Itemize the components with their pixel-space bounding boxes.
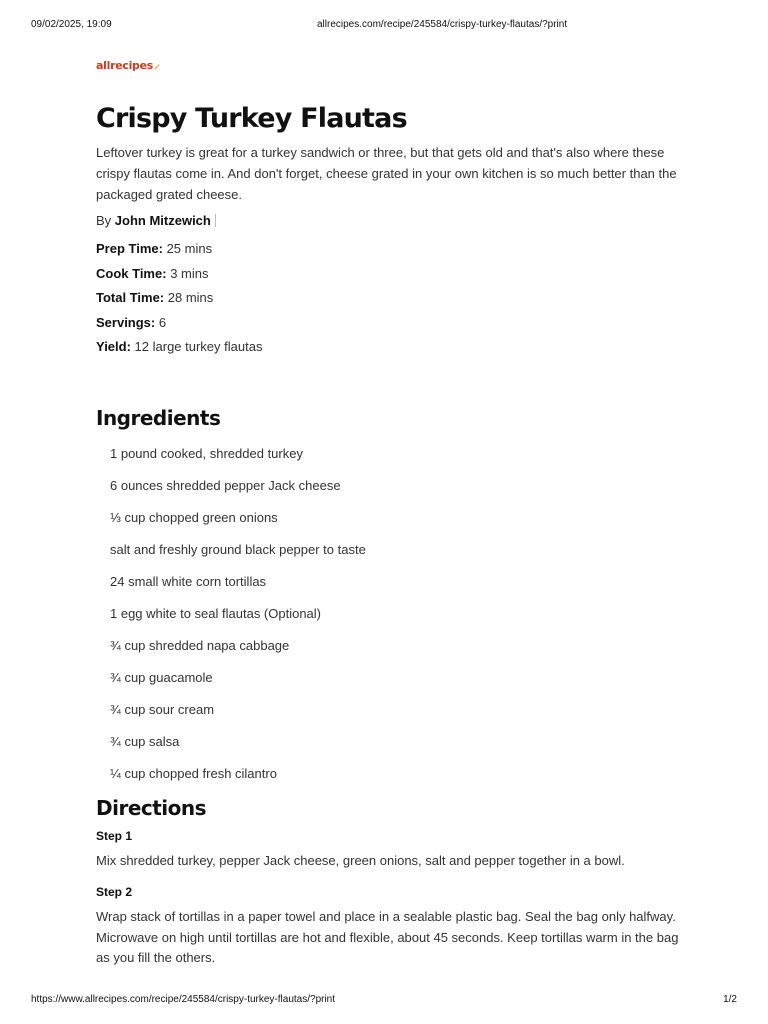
meta-value: 25 mins — [166, 241, 213, 256]
meta-value: 12 large turkey flautas — [134, 339, 263, 354]
meta-label: Prep Time: — [96, 241, 163, 256]
ingredient-item: 6 ounces shredded pepper Jack cheese — [110, 477, 341, 493]
author-name: John Mitzewich — [114, 213, 211, 228]
allrecipes-logo — [96, 59, 160, 72]
meta-label: Cook Time: — [96, 265, 167, 281]
spoon-icon: ⸝ — [154, 57, 160, 71]
footer-url: https://www.allrecipes.com/recipe/245584/crispy-turkey-flautas/?print — [31, 994, 336, 1005]
ingredient-item: 1 egg white to seal flautas (Optional) — [110, 605, 322, 621]
step-label: Step 2 — [96, 885, 133, 900]
ingredient-item: ¼ cup chopped fresh cilantro — [110, 766, 277, 782]
author-line — [96, 211, 686, 231]
ingredient-item: ¾ cup sour cream — [110, 702, 215, 718]
page-number: 1/2 — [723, 994, 737, 1005]
meta-cook-time — [96, 262, 686, 287]
recipe-title: Crispy Turkey Flautas — [96, 103, 407, 134]
meta-label: Total Time: — [96, 290, 165, 305]
ingredient-item: ¾ cup guacamole — [110, 670, 213, 686]
ingredient-item: 24 small white corn tortillas — [110, 573, 267, 589]
meta-label: Yield: — [96, 339, 131, 354]
ingredients-heading: Ingredients — [96, 405, 221, 430]
step-label: Step 1 — [96, 828, 133, 843]
ingredient-item: 1 pound cooked, shredded turkey — [110, 445, 303, 461]
recipe-description: Leftover turkey is great for a turkey sandwich or three, but that gets old and that's also where these crispy flautas come in. And don't forget, cheese grated in your own kitchen is so much better than the packaged grated cheese. — [96, 145, 677, 202]
recipe-content — [96, 56, 686, 969]
meta-value: 28 mins — [167, 290, 214, 305]
step-text: Wrap stack of tortillas in a paper towel and place in a sealable plastic bag. Seal the bag only halfway. Microwave on high until tortillas are hot and flexible, about 45 seconds. Keep tortillas warm in the bag as you fill the others. — [96, 909, 679, 966]
meta-total-time — [96, 286, 686, 311]
author-divider — [215, 214, 216, 227]
print-date: 09/02/2025, 19:09 — [31, 19, 112, 30]
meta-prep-time — [96, 237, 686, 262]
meta-value: 6 — [158, 314, 167, 330]
logo-text: allrecipes — [96, 59, 154, 72]
ingredient-item: ⅓ cup chopped green onions — [110, 509, 278, 525]
step-text: Mix shredded turkey, pepper Jack cheese, green onions, salt and pepper together in a bowl. — [96, 852, 625, 868]
ingredient-item: salt and freshly ground black pepper to taste — [110, 541, 366, 557]
ingredient-item: ¾ cup salsa — [110, 734, 180, 750]
direction-step-1 — [96, 827, 686, 872]
meta-servings — [96, 311, 686, 336]
directions-heading: Directions — [96, 795, 207, 820]
meta-value: 3 mins — [170, 265, 209, 281]
ingredient-item: ¾ cup shredded napa cabbage — [110, 638, 290, 654]
meta-label: Servings: — [96, 314, 156, 330]
author-prefix: By — [96, 213, 112, 228]
meta-yield — [96, 335, 686, 360]
ingredients-list — [96, 438, 686, 791]
direction-step-2 — [96, 883, 686, 969]
print-url: allrecipes.com/recipe/245584/crispy-turkey-flautas/?print — [317, 19, 568, 30]
recipe-meta — [96, 237, 686, 360]
